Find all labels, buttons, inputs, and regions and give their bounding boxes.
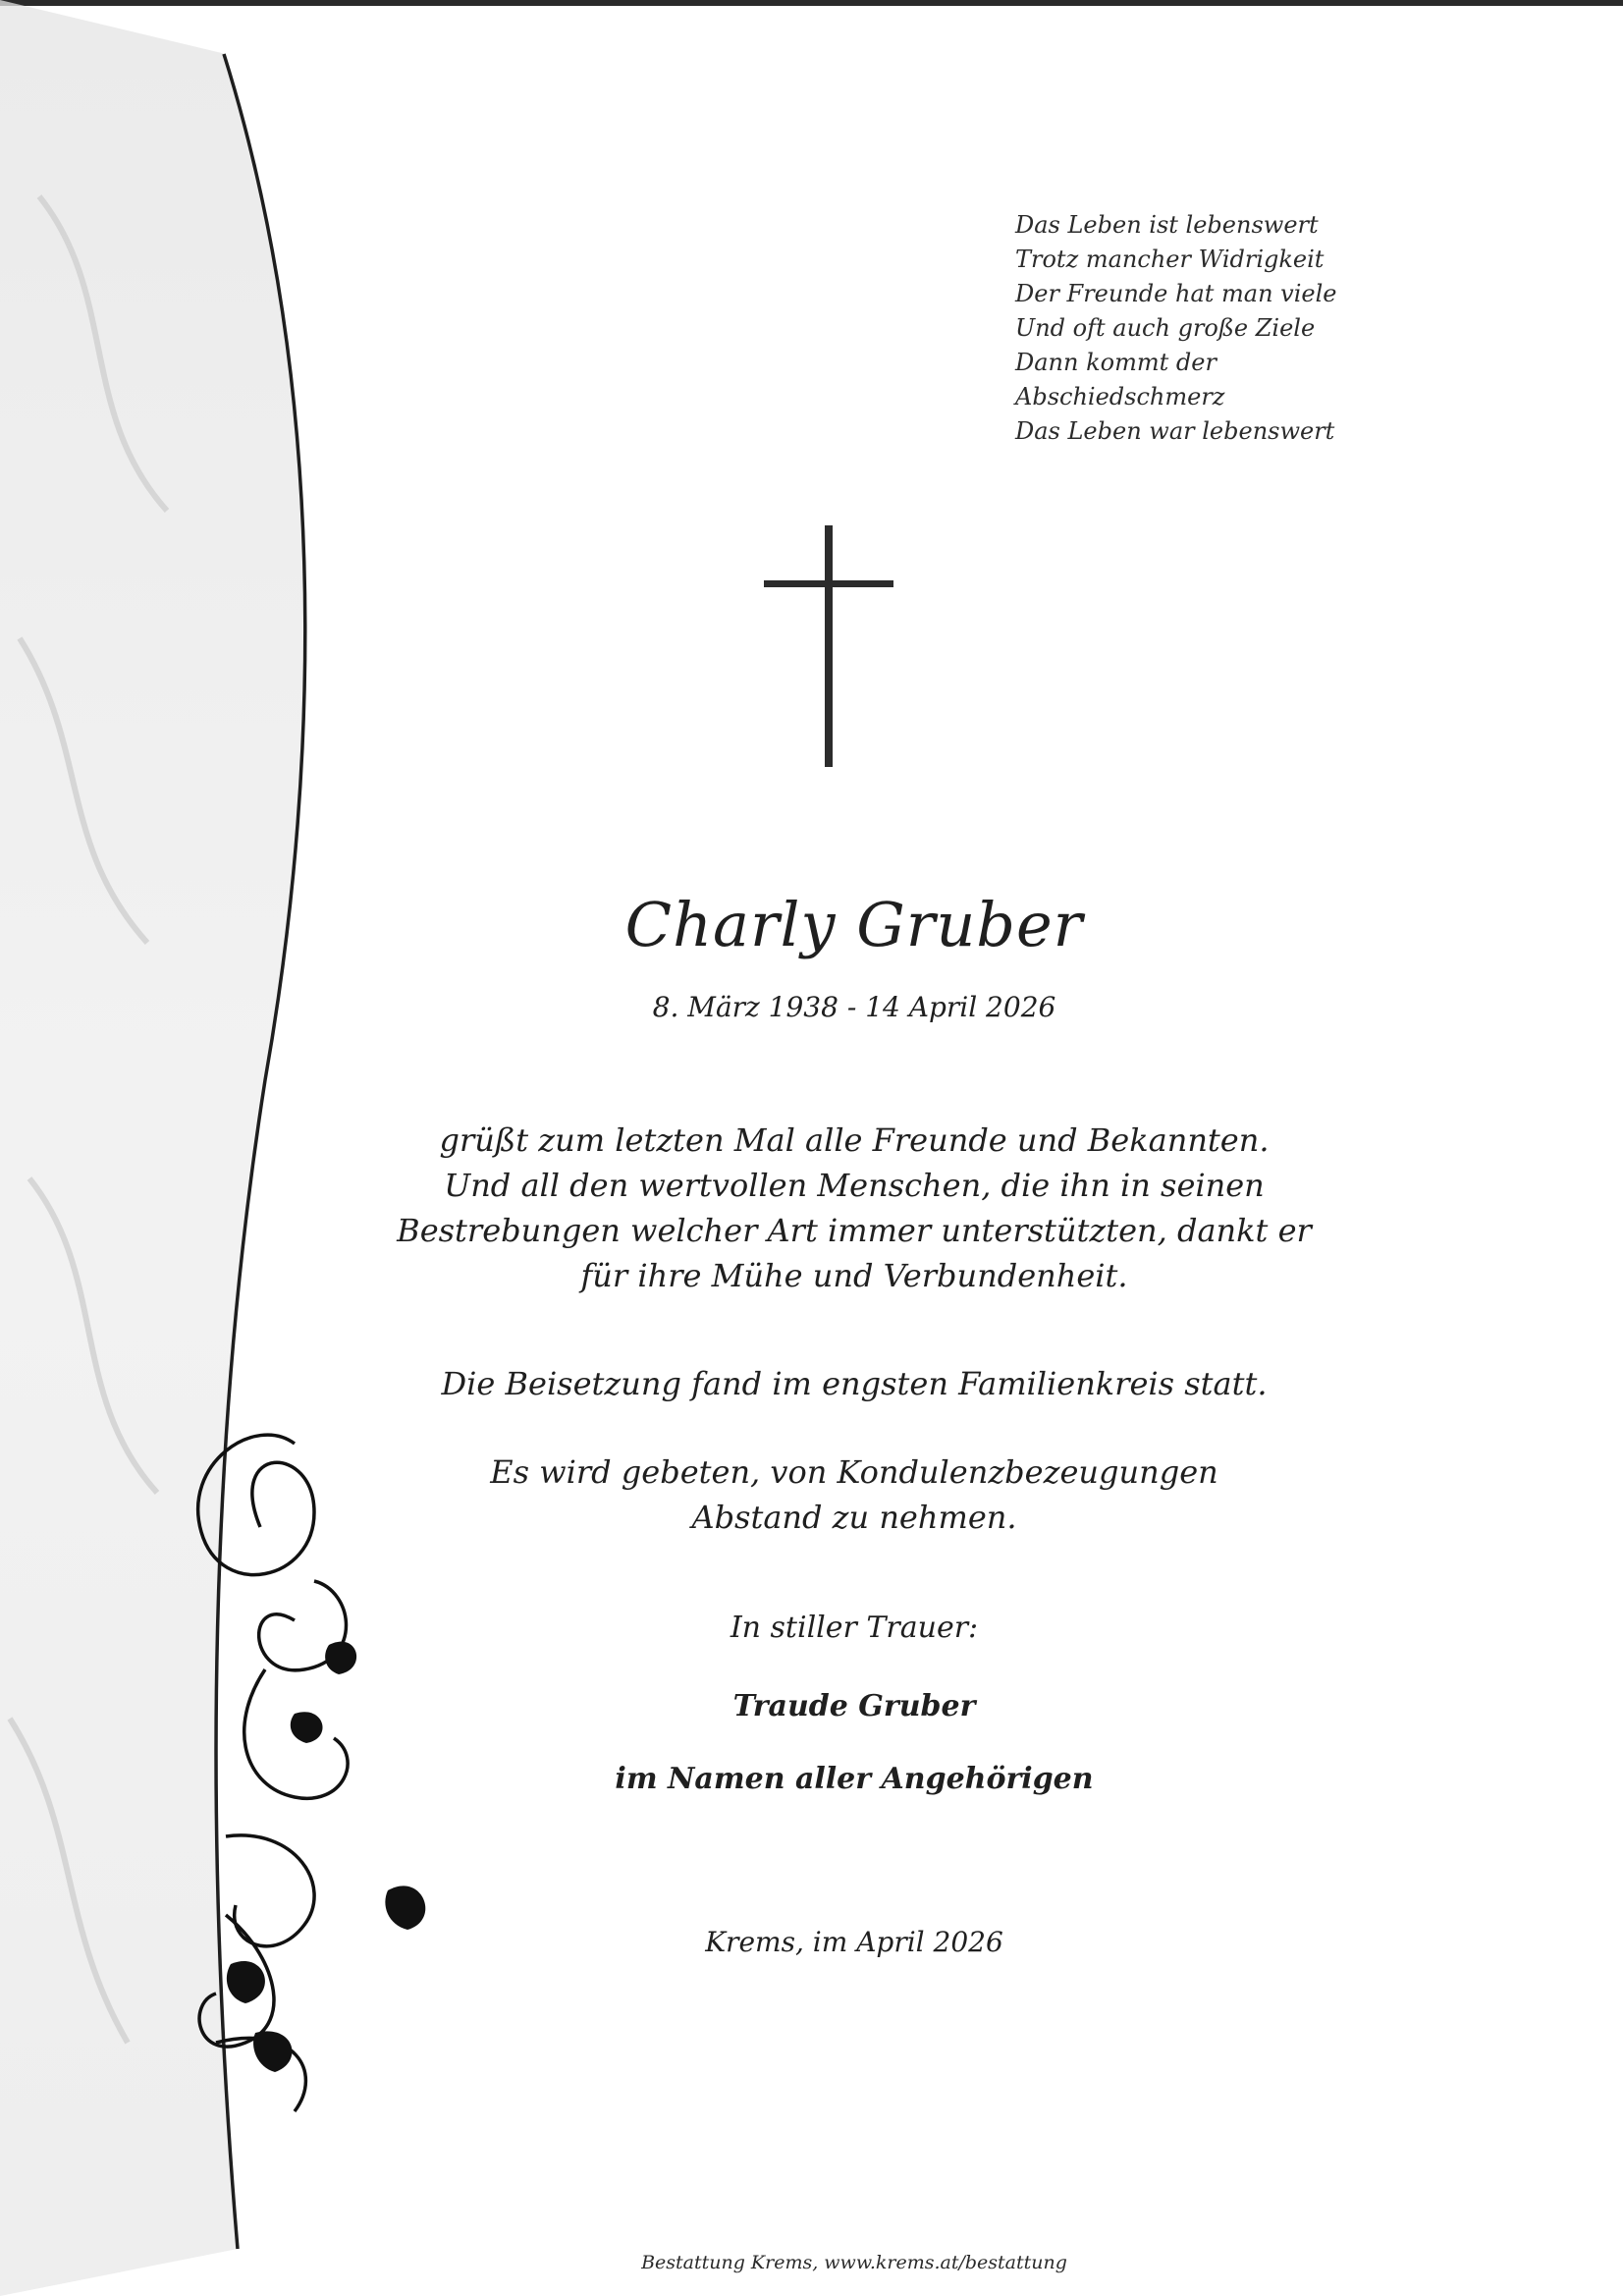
place-date: Krems, im April 2026 [705, 1926, 1003, 1958]
mourner-name: Traude Gruber [732, 1689, 976, 1723]
cross-icon [764, 525, 893, 767]
mourning-intro: In stiller Trauer: [730, 1611, 979, 1645]
on-behalf-line: im Namen aller Angehörigen [615, 1762, 1094, 1796]
poem-line: Und oft auch große Ziele [1015, 314, 1316, 342]
message-line: Bestrebungen welcher Art immer unterstützten, dankt er [397, 1212, 1312, 1249]
poem-line: Dann kommt der [1015, 349, 1217, 376]
poem-line: Der Freunde hat man viele [1015, 280, 1337, 307]
poem-line: Trotz mancher Widrigkeit [1015, 246, 1325, 273]
condolence-line: Es wird gebeten, von Kondulenzbezeugungen [490, 1453, 1218, 1491]
farewell-message [353, 1118, 1355, 1298]
condolence-request [353, 1449, 1355, 1540]
poem-line: Abschiedschmerz [1015, 383, 1225, 410]
poem-line: Das Leben ist lebenswert [1015, 211, 1319, 239]
message-line: Und all den wertvollen Menschen, die ihn in seinen [444, 1167, 1265, 1204]
deceased-name: Charly Gruber [624, 889, 1084, 960]
message-line: für ihre Mühe und Verbundenheit. [580, 1257, 1128, 1294]
condolence-line: Abstand zu nehmen. [691, 1499, 1017, 1536]
life-dates: 8. März 1938 - 14 April 2026 [652, 991, 1056, 1023]
poem [1015, 208, 1565, 449]
message-line: grüßt zum letzten Mal alle Freunde und Bekannten. [439, 1121, 1270, 1159]
funeral-service-footer: Bestattung Krems, www.krems.at/bestattung [641, 2252, 1067, 2273]
burial-notice: Die Beisetzung fand im engsten Familienkreis statt. [441, 1365, 1268, 1402]
poem-line: Das Leben war lebenswert [1015, 417, 1335, 445]
